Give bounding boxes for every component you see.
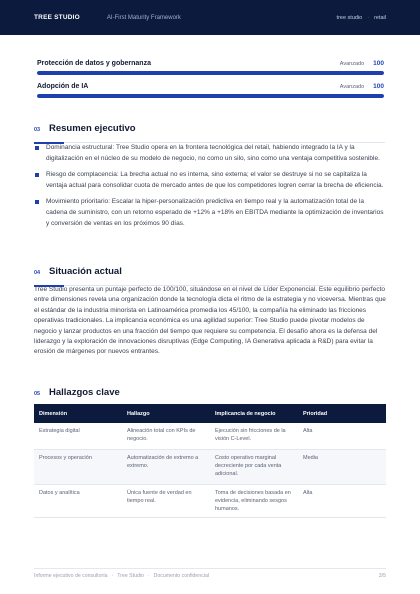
metric-progress-bar [37, 71, 384, 75]
table-row [34, 484, 386, 517]
header-bar [0, 0, 420, 35]
header-separator: · [367, 14, 370, 21]
table-cell: Alta [298, 423, 386, 449]
bullet-marker [35, 173, 39, 177]
page-footer [34, 568, 386, 579]
metric-label: Protección de datos y gobernanza [37, 60, 151, 67]
section-number: 05 [34, 391, 41, 397]
footer-doc-title: Informe ejecutivo de consultoría [34, 573, 108, 579]
footer-confidential: Documento confidencial [153, 573, 209, 579]
table-cell: Única fuente de verdad en tiempo real. [122, 484, 210, 517]
framework-title: AI-First Maturity Framework [106, 14, 181, 21]
footer-client: Tree Studio [117, 573, 144, 579]
section-title: Resumen ejecutivo [49, 123, 136, 134]
section-number: 04 [34, 270, 41, 276]
metric-ai-adoption [37, 83, 384, 98]
metric-data-governance [37, 60, 384, 75]
metric-score: 100 [373, 83, 384, 90]
executive-bullet-list [34, 142, 386, 234]
table-cell: Ejecución sin fricciones de la visión C-Level. [210, 423, 298, 449]
metric-progress-fill [37, 71, 384, 75]
table-cell: Alineación total con KPIs de negocio. [122, 423, 210, 449]
metric-progress-fill [37, 94, 384, 98]
metric-level: Avanzado [339, 83, 365, 90]
table-header-row [34, 404, 386, 423]
section-executive-summary [34, 118, 385, 143]
table-cell: Media [298, 449, 386, 484]
column-header: Dimensión [34, 404, 122, 423]
bullet-text: Movimiento prioritario: Escalar la hiper-personalización predictiva en tiempo real y la automatización total de la cadena de suministro, con un retorno esperado de +12% a +18% en EBITDA mediante la optimización de inventarios y conversión de ventas en los próximos 90 días. [46, 198, 384, 227]
bullet-text: Dominancia estructural: Tree Studio opera en la frontera tecnológica del retail, habiendo integrado la IA y la digitalización en el núcleo de su modelo de negocio, no como un silo, sino como una ventaja competitiva sostenible. [46, 144, 380, 162]
table-cell: Datos y analítica [34, 484, 122, 517]
table-cell: Alta [298, 484, 386, 517]
header-context [337, 15, 386, 21]
bullet-item [34, 196, 386, 229]
section-title: Hallazgos clave [49, 387, 120, 398]
table-cell: Procesos y operación [34, 449, 122, 484]
metric-score: 100 [373, 60, 384, 67]
column-header: Implicancia de negocio [210, 404, 298, 423]
client-name: tree studio [336, 14, 363, 21]
bullet-item [34, 169, 386, 191]
section-number: 03 [34, 127, 41, 133]
table-cell: Costo operativo marginal decreciente por cada venta adicional. [210, 449, 298, 484]
section-current-situation [34, 261, 385, 286]
page-number: 3/5 [378, 573, 386, 579]
section-title: Situación actual [49, 266, 122, 277]
bullet-item [34, 142, 386, 164]
bullet-marker [35, 146, 39, 150]
table-cell: Automatización de extremo a extremo. [122, 449, 210, 484]
bullet-text: Riesgo de complacencia: La brecha actual no es interna, sino externa; el valor se destruye si no se capitaliza la ventaja actual para consolidar cuota de mercado antes de que los competidores logren cerrar la brecha de eficiencia. [46, 171, 384, 189]
column-header: Prioridad [298, 404, 386, 423]
table-row [34, 449, 386, 484]
metric-progress-bar [37, 94, 384, 98]
brand-name: TREE STUDIO [34, 14, 80, 21]
metric-label: Adopción de IA [37, 83, 89, 90]
metric-level: Avanzado [339, 60, 365, 67]
table-cell: Toma de decisiones basada en evidencia, eliminando sesgos humanos. [210, 484, 298, 517]
footer-separator: · [147, 573, 150, 579]
findings-table [34, 404, 386, 518]
column-header: Hallazgo [122, 404, 210, 423]
sector-name: retail [374, 14, 386, 21]
table-row [34, 423, 386, 449]
bullet-marker [35, 200, 39, 204]
table-cell: Estrategia digital [34, 423, 122, 449]
footer-separator: · [111, 573, 114, 579]
current-situation-paragraph: Tree Studio presenta un puntaje perfecto de 100/100, situándose en el nivel de Líder Exponencial. Este equilibrio perfecto entre dimensiones revela una organización donde la tecnología dicta el ritmo de la estrategia y no viceversa. Mientras que el estándar de la industria minorista en Latinoamérica promedia los 45/100, la compañía ha eliminado las fricciones operativas tradicionales. La implicancia económica es una agilidad superior: Tree Studio puede pivotar modelos de negocio y lanzar productos en una fracción del tiempo que requiere su competencia. El desafío ahora es la defensa del liderazgo y la exploración de innovaciones disruptivas (Edge Computing, IA Generativa aplicada a R&D) para evitar la erosión de márgenes por nuevos entrantes. [34, 286, 386, 356]
